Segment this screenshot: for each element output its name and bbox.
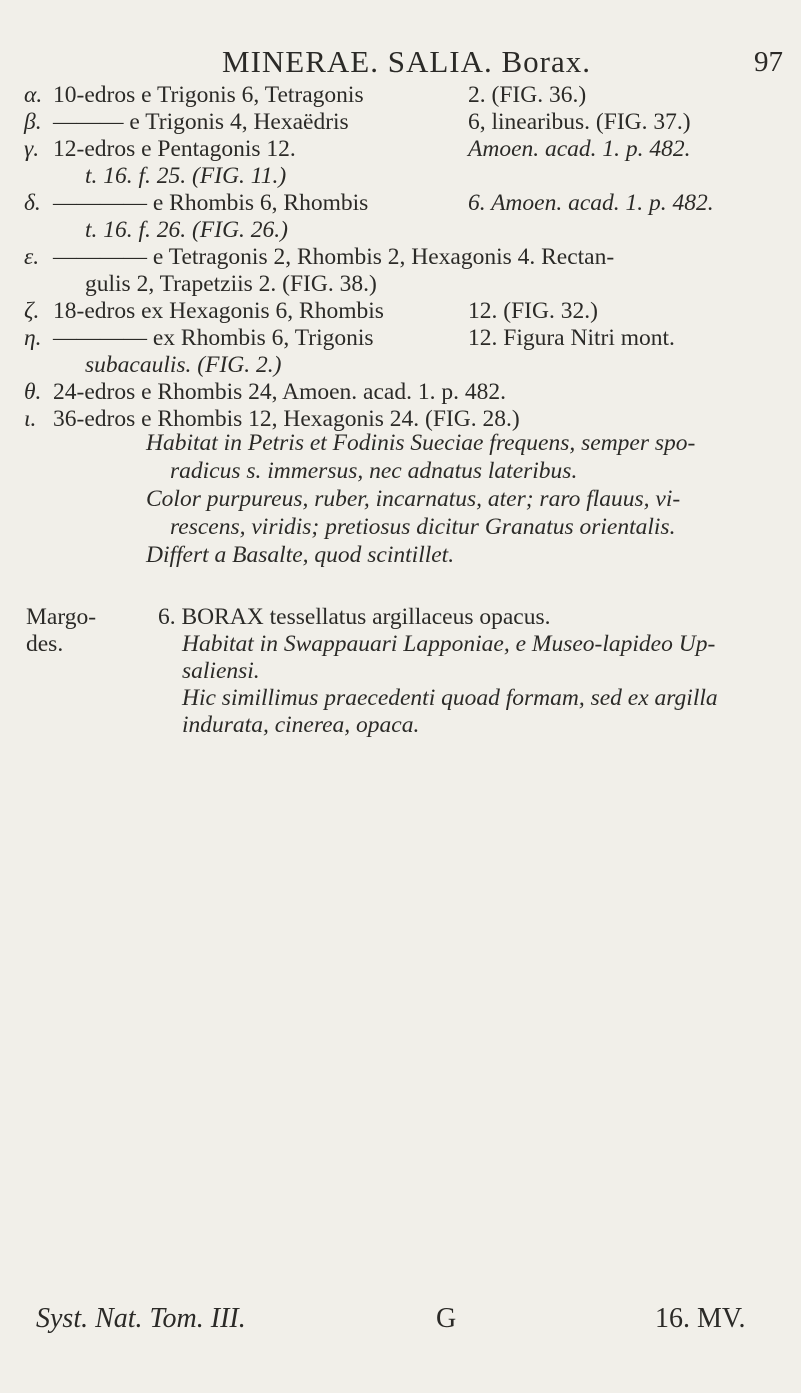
variety-marker: θ. (24, 379, 42, 405)
variety-row (24, 379, 784, 406)
variety-reference: 2. (FIG. 36.) (468, 82, 587, 108)
variety-marker: α. (24, 82, 43, 108)
borax-description (158, 604, 788, 739)
variety-description: ———— e Rhombis 6, Rhombis (53, 190, 369, 216)
variety-description: ———— ex Rhombis 6, Trigonis (53, 325, 374, 351)
variety-reference: 12. Figura Nitri mont. (468, 325, 675, 351)
variety-row (24, 298, 784, 325)
variety-row (24, 109, 784, 136)
variety-marker: ι. (24, 406, 37, 432)
variety-reference: 6. Amoen. acad. 1. p. 482. (468, 190, 714, 216)
variety-continuation (24, 163, 784, 190)
running-header (0, 44, 801, 84)
variety-marker: γ. (24, 136, 40, 162)
signature-line: Syst. Nat. Tom. III. (36, 1303, 246, 1334)
habitat-paragraph (146, 429, 786, 569)
variety-continuation (24, 352, 784, 379)
habitat-line: Differt a Basalte, quod scintillet. (146, 542, 455, 568)
variety-continuation-text: t. 16. f. 26. (FIG. 26.) (85, 217, 288, 243)
variety-continuation-text: subacaulis. (FIG. 2.) (85, 352, 282, 378)
variety-marker: δ. (24, 190, 41, 216)
page-number: 97 (754, 46, 783, 78)
borax-line: indurata, cinerea, opaca. (182, 712, 420, 738)
habitat-line: rescens, viridis; pretiosus dicitur Granatus orientalis. (170, 514, 676, 540)
variety-row (24, 325, 784, 352)
variety-description: ——— e Trigonis 4, Hexaëdris (53, 109, 349, 135)
habitat-line: Color purpureus, ruber, incarnatus, ater; raro flauus, vi- (146, 486, 681, 512)
variety-marker: η. (24, 325, 42, 351)
variety-continuation-text: gulis 2, Trapetziis 2. (FIG. 38.) (85, 271, 377, 297)
variety-marker: ε. (24, 244, 40, 270)
variety-reference: 6, linearibus. (FIG. 37.) (468, 109, 691, 135)
variety-continuation (24, 217, 784, 244)
variety-reference: 12. (FIG. 32.) (468, 298, 598, 324)
variety-row (24, 82, 784, 109)
running-title: MINERAE. SALIA. Borax. (222, 44, 591, 79)
variety-marker: β. (24, 109, 42, 135)
variety-row (24, 136, 784, 163)
variety-description: 36-edros e Rhombis 12, Hexagonis 24. (FIG. 28.) (53, 406, 520, 432)
variety-description: 10-edros e Trigonis 6, Tetragonis (53, 82, 364, 108)
leaf-mark: 16. MV. (655, 1303, 746, 1334)
signature-letter: G (436, 1303, 457, 1334)
crystal-varieties-list (24, 82, 784, 433)
species-heading: 6. BORAX tessellatus argillaceus opacus. (158, 604, 551, 630)
margin-note-line: des. (26, 631, 64, 657)
variety-row (24, 190, 784, 217)
borax-line: saliensi. (182, 658, 260, 684)
variety-description: ———— e Tetragonis 2, Rhombis 2, Hexagonis 4. Rectan- (53, 244, 615, 270)
variety-continuation-text: t. 16. f. 25. (FIG. 11.) (85, 163, 287, 189)
variety-description: 18-edros ex Hexagonis 6, Rhombis (53, 298, 384, 324)
habitat-line: radicus s. immersus, nec adnatus lateribus. (170, 458, 578, 484)
variety-description: 24-edros e Rhombis 24, Amoen. acad. 1. p. 482. (53, 379, 506, 405)
habitat-line: Habitat in Petris et Fodinis Sueciae frequens, semper spo- (146, 430, 696, 456)
variety-marker: ζ. (24, 298, 40, 324)
variety-continuation (24, 271, 784, 298)
borax-line: Hic simillimus praecedenti quoad formam, sed ex argilla (182, 685, 718, 711)
variety-row (24, 244, 784, 271)
borax-line: Habitat in Swappauari Lapponiae, e Museo-lapideo Up- (182, 631, 716, 657)
margin-note (26, 604, 136, 658)
page-footer (0, 1303, 801, 1343)
margin-note-line: Margo- (26, 604, 97, 630)
variety-reference: Amoen. acad. 1. p. 482. (468, 136, 691, 162)
variety-description: 12-edros e Pentagonis 12. (53, 136, 296, 162)
